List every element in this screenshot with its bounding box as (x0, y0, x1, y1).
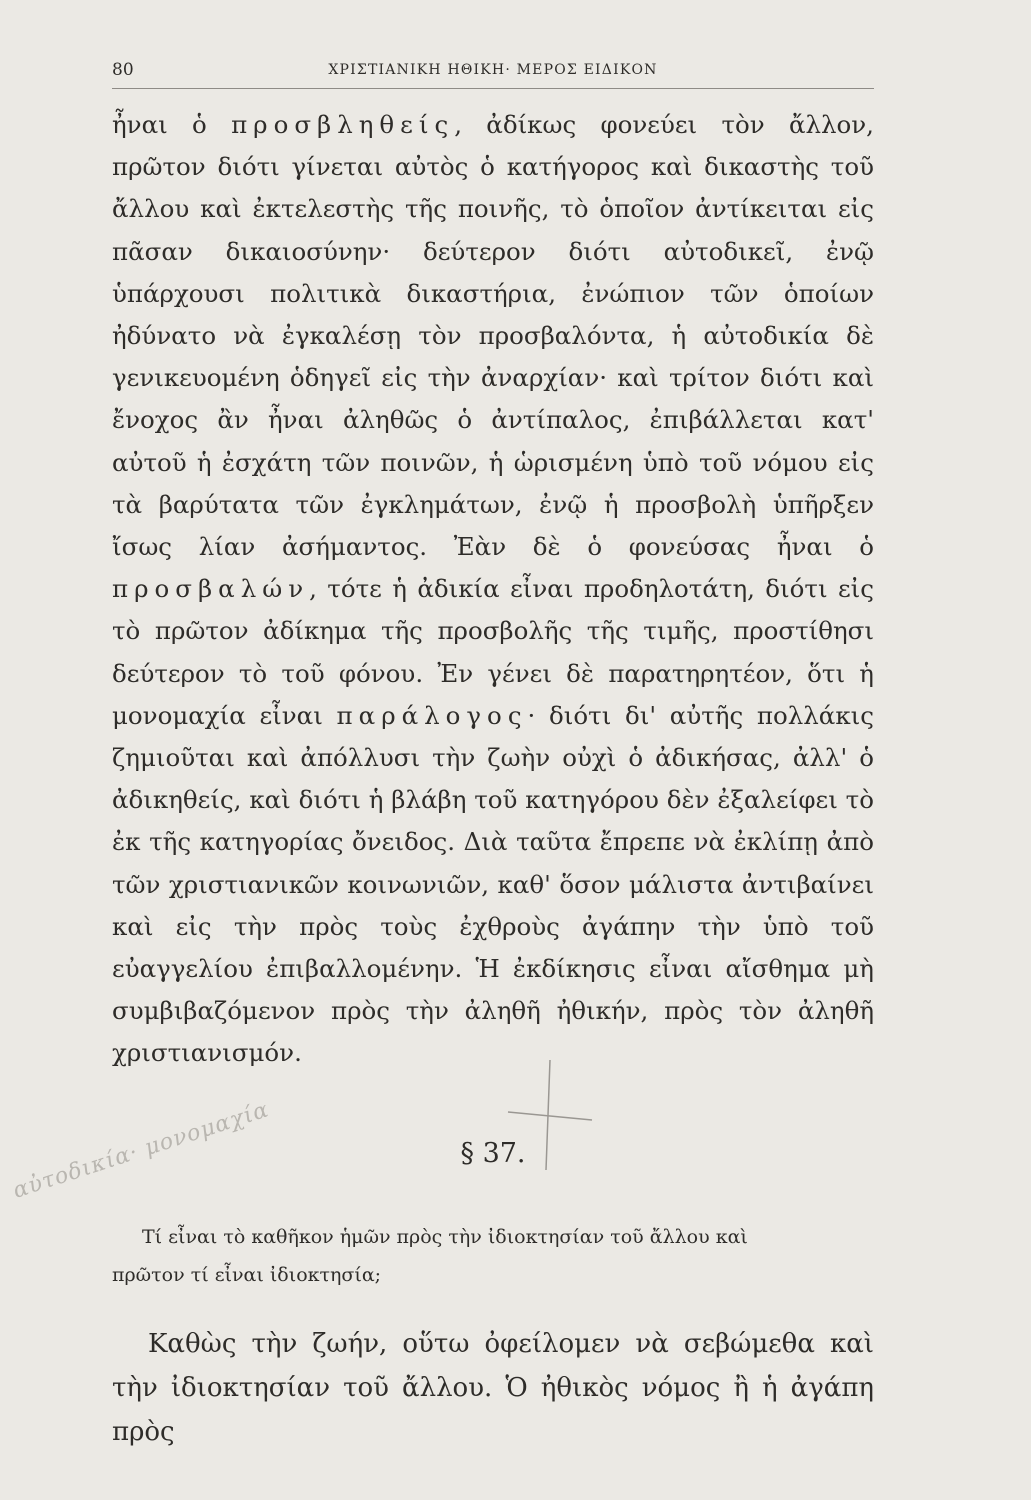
paragraph-text: ἦναι ὁ (112, 110, 232, 139)
question-line: πρῶτον τί εἶναι ἰδιοκτησία; (112, 1264, 382, 1286)
page-header (112, 60, 874, 90)
emphasized-word: προσβληθείς (231, 110, 455, 139)
main-paragraph (112, 104, 874, 1075)
emphasized-word: παράλογος (336, 700, 528, 730)
paragraph-text: , τότε ἡ ἀδικία εἶναι προδηλοτάτη, διότι εἰς τὸ πρῶτον ἀδίκημα τῆς προσβολῆς τῆς τιμῆς, προστίθησι δεύτερον τὸ τοῦ φόνου. Ἐν γένει δὲ παρατηρητέον, ὅτι ἡ μονομαχία εἶναι (112, 574, 874, 730)
running-title: ΧΡΙΣΤΙΑΝΙΚΗ ΗΘΙΚΗ· ΜΕΡΟΣ ΕΙΔΙΚΟΝ (328, 62, 658, 78)
paragraph-text: · διότι δι' αὐτῆς πολλάκις ζημιοῦται καὶ ἀπόλλυσι τὴν ζωὴν οὐχὶ ὁ ἀδικήσας, ἀλλ' ὁ ἀδικηθείς, καὶ διότι ἡ βλάβη τοῦ κατηγόρου δὲν ἐξαλείφει τὸ ἐκ τῆς κατηγορίας ὄνειδος. Διὰ ταῦτα ἔπρεπε νὰ ἐκλίπῃ ἀπὸ τῶν χριστιανικῶν κοινωνιῶν, καθ' ὅσον μάλιστα ἀντιβαίνει καὶ εἰς τὴν πρὸς τοὺς ἐχθροὺς ἀγάπην τὴν ὑπὸ τοῦ εὐαγγελίου ἐπιβαλλομένην. Ἡ ἐκδίκησις εἶναι αἴσθημα μὴ συμβιβαζόμενον πρὸς τὴν ἀληθῆ ἠθικήν, πρὸς τὸν ἀληθῆ χριστιανισμόν. (112, 700, 874, 1068)
handwritten-margin-note: αὐτοδικία· μονομαχία (10, 1097, 273, 1204)
second-paragraph (112, 1322, 874, 1454)
page-number: 80 (112, 60, 134, 80)
emphasized-word: προσβαλών (112, 574, 310, 604)
section-heading: § 37. (460, 1138, 526, 1169)
section-question (112, 1218, 874, 1294)
paragraph-text: Καθὼς τὴν ζωήν, οὕτω ὀφείλομεν νὰ σεβώμεθα καὶ τὴν ἰδιοκτησίαν τοῦ ἄλλου. Ὁ ἠθικὸς νόμος ἢ ἡ ἀγάπη πρὸς (112, 1329, 874, 1447)
question-line: Τί εἶναι τὸ καθῆκον ἡμῶν πρὸς τὴν ἰδιοκτησίαν τοῦ ἄλλου καὶ (142, 1226, 748, 1248)
header-rule (112, 88, 874, 89)
paragraph-text: , ἀδίκως φονεύει τὸν ἄλλον, πρῶτον διότι γίνεται αὐτὸς ὁ κατήγορος καὶ δικαστὴς τοῦ ἄλλου καὶ ἐκτελεστὴς τῆς ποινῆς, τὸ ὁποῖον ἀντίκειται εἰς πᾶσαν δικαιοσύνην· δεύτερον διότι αὐτοδικεῖ, ἐνῷ ὑπάρχουσι πολιτικὰ δικαστήρια, ἐνώπιον τῶν ὁποίων ἠδύνατο νὰ ἐγκαλέσῃ τὸν προσβαλόντα, ἡ αὐτοδικία δὲ γενικευομένη ὁδηγεῖ εἰς τὴν ἀναρχίαν· καὶ τρίτον διότι καὶ ἔνοχος ἂν ἦναι ἀληθῶς ὁ ἀντίπαλος, ἐπιβάλλεται κατ' αὐτοῦ ἡ ἐσχάτη τῶν ποινῶν, ἡ ὡρισμένη ὑπὸ τοῦ νόμου εἰς τὰ βαρύτατα τῶν ἐγκλημάτων, ἐνῷ ἡ προσβολὴ ὑπῆρξεν ἴσως λίαν ἀσήμαντος. Ἐὰν δὲ ὁ φονεύσας ἦναι ὁ (112, 110, 874, 562)
